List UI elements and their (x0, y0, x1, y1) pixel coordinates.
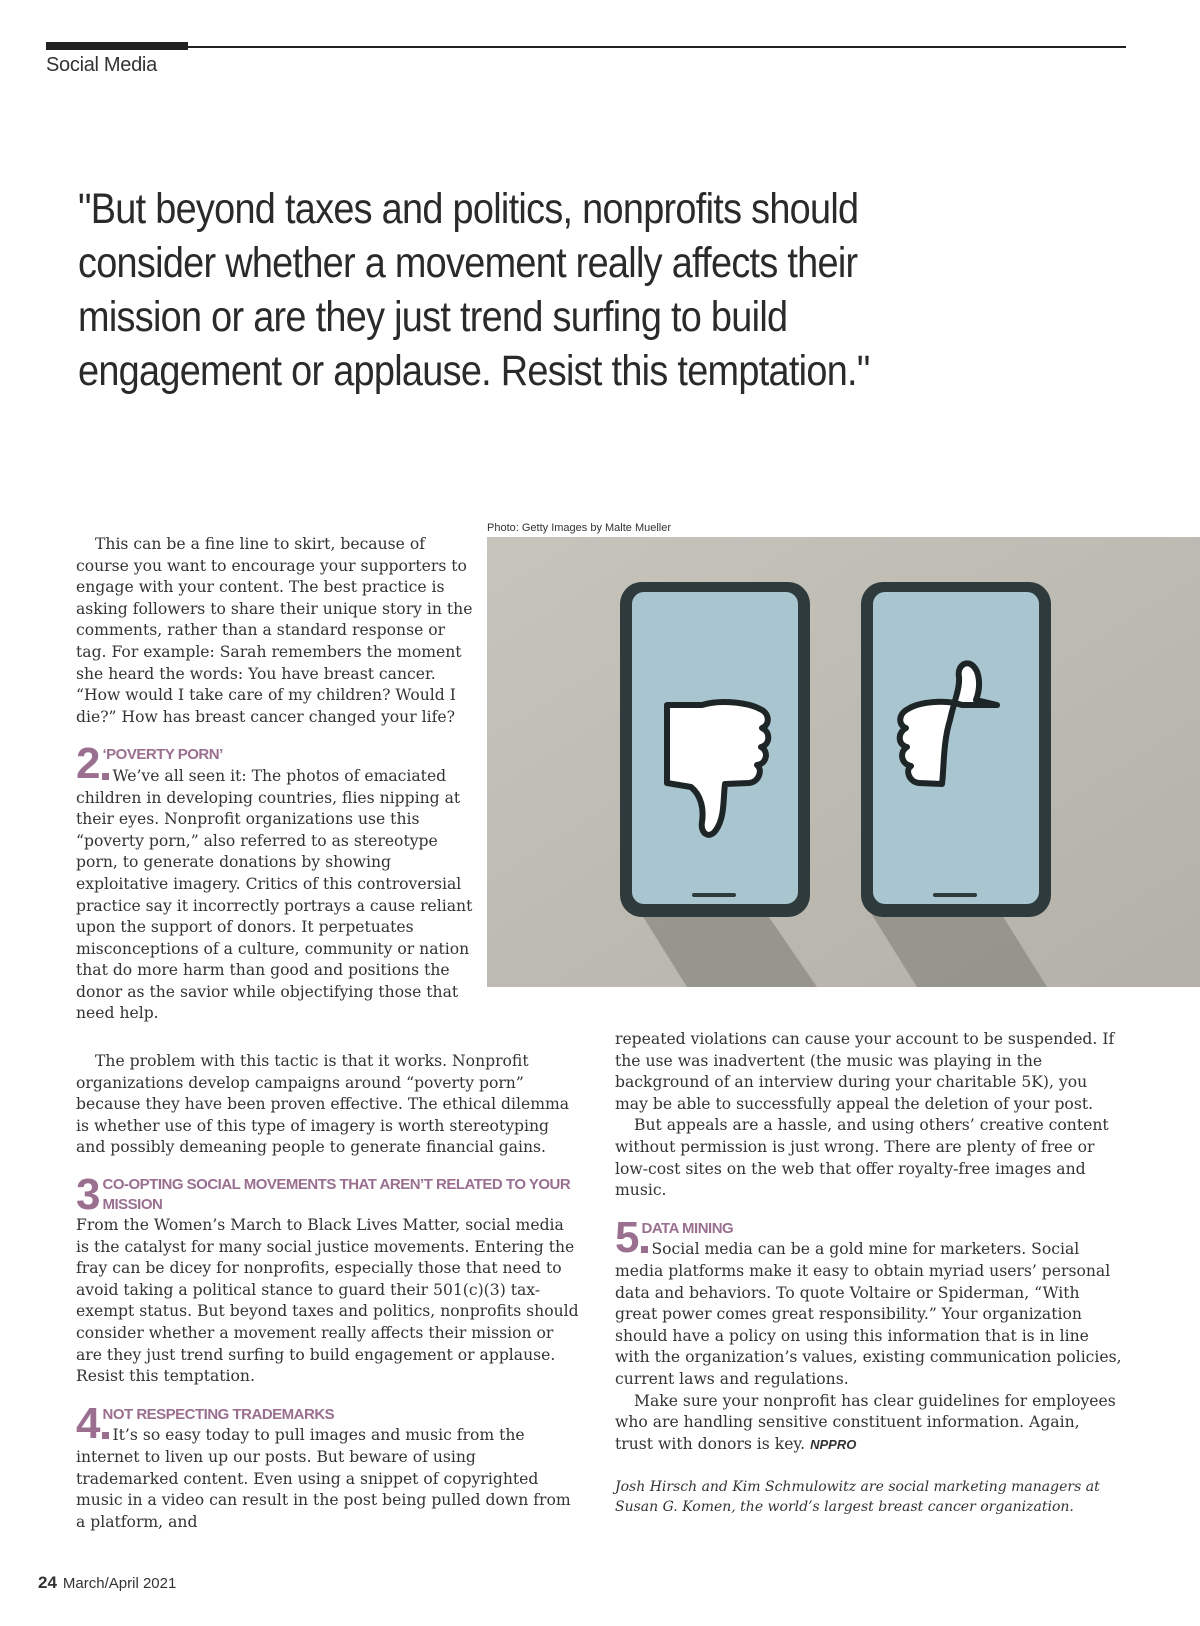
square-bullet-icon (102, 1432, 109, 1439)
intro-paragraph: This can be a fine line to skirt, because of course you want to encourage your supporters to engage with your content. The best practice is asking followers to share their unique story in the comments, rather than a standard response or tag. For example: Sarah remembers the moment she heard the words: You have breast cancer. “How would I take care of my children? Would I die?” How has breast cancer changed your life? (76, 535, 473, 726)
section-4-lead: It’s so easy today to pull images and music from the internet to liven up our posts. But beware of using trademarked content. Even using a snippet of copyrighted music in a video can result in the post being pulled down from a platform, and (76, 1426, 571, 1531)
header-rule (46, 46, 1126, 48)
section-5-number: 5 (615, 1212, 640, 1262)
right-column (615, 1029, 1122, 1517)
phones-thumbs-illustration (487, 537, 1200, 987)
section-4-paragraph-2: But appeals are a hassle, and using others’ creative content without permission is just wrong. There are plenty of free or low-cost sites on the web that offer royalty-free images and music. (615, 1116, 1109, 1200)
square-bullet-icon (641, 1246, 648, 1253)
pull-quote: "But beyond taxes and politics, nonprofits should consider whether a movement really affects their mission or are they just trend surfing to build engagement or applause. Resist this temptation." (78, 185, 870, 395)
section-label: Social Media (46, 54, 157, 76)
left-column-bottom (76, 1051, 579, 1533)
section-2-heading: ‘POVERTY PORN’ (102, 746, 223, 764)
section-3 (76, 1169, 579, 1388)
end-signature: NPPRO (810, 1436, 857, 1452)
section-3-number: 3 (76, 1169, 101, 1219)
section-4 (76, 1398, 579, 1534)
section-5-lead: Social media can be a gold mine for marketers. Social media platforms make it easy to obtain myriad users’ personal data and behaviors. To quote Voltaire or Spiderman, “With great power comes great responsibility.” Your organization should have a policy on using this information that is in line with the organization’s values, existing communication policies, current laws and regulations. (615, 1240, 1122, 1388)
issue-date: March/April 2021 (62, 1575, 177, 1592)
section-2-number: 2 (76, 739, 101, 789)
section-3-heading: CO-OPTING SOCIAL MOVEMENTS THAT AREN’T RELATED TO YOUR MISSION (102, 1175, 571, 1213)
section-5-heading: DATA MINING (641, 1219, 734, 1237)
section-2-paragraph-2: The problem with this tactic is that it works. Nonprofit organizations develop campaigns around “poverty porn” because they have been proven effective. The ethical dilemma is whether use of this type of imagery is worth stereotyping and possibly demeaning people to generate financial gains. (76, 1052, 570, 1157)
section-5-paragraph-2: Make sure your nonprofit has clear guidelines for employees who are handling sensitive constituent information. Again, trust with donors is key. NPPRO (615, 1391, 1116, 1453)
section-2-lead: We’ve all seen it: The photos of emaciated children in developing countries, flies nipping at their eyes. Nonprofit organizations use this “poverty porn,” also referred to as stereotype porn, to generate donations by showing exploitative imagery. Critics of this controversial practice say it incorrectly portrays a cause reliant upon the support of donors. It perpetuates misconceptions of a culture, community or nation that do more harm than good and positions the donor as the savior while objectifying those that need help. (76, 766, 473, 1023)
phone-right (861, 582, 1051, 917)
left-column-top (76, 534, 476, 1025)
section-5 (615, 1212, 1122, 1456)
section-4-continued: repeated violations can cause your account to be suspended. If the use was inadvertent (the music was playing in the background of an interview during your charitable 5K), you may be able to successfully appeal the deletion of your post. (615, 1030, 1115, 1113)
page-number: 24 (38, 1573, 57, 1592)
header-rule-accent (46, 42, 188, 50)
photo-credit: Photo: Getty Images by Malte Mueller (487, 522, 672, 534)
section-4-number: 4 (76, 1398, 101, 1448)
section-2 (76, 739, 476, 1025)
photo-thumbs-phones (487, 537, 1200, 987)
author-byline: Josh Hirsch and Kim Schmulowitz are social marketing managers at Susan G. Komen, the world’s largest breast cancer organization. (615, 1479, 1100, 1516)
section-3-body: From the Women’s March to Black Lives Matter, social media is the catalyst for many social justice movements. Entering the fray can be dicey for nonprofits, especially those that need to avoid taking a political stance to guard their 501(c)(3) tax-exempt status. But beyond taxes and politics, nonprofits should consider whether a movement really affects their mission or are they just trend surfing to build engagement or applause. Resist this temptation. (76, 1215, 579, 1386)
section-4-heading: NOT RESPECTING TRADEMARKS (102, 1405, 335, 1423)
page-footer (38, 1573, 176, 1593)
square-bullet-icon (102, 773, 109, 780)
